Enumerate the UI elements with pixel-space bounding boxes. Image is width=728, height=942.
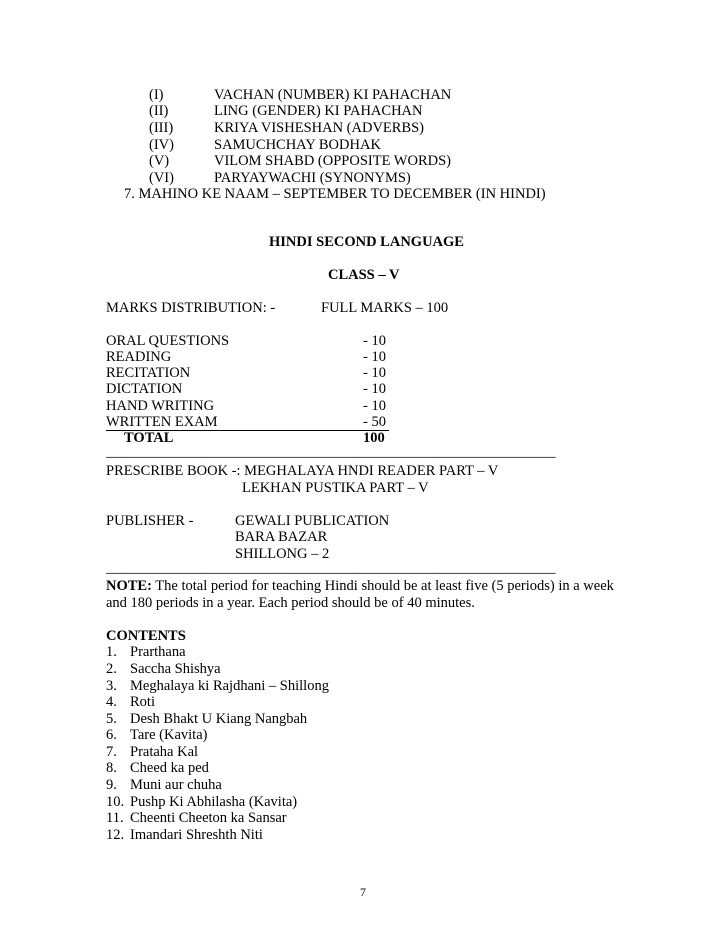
- note-line: and 180 periods in a year. Each period should be of 40 minutes.: [106, 595, 475, 611]
- list-item-text: Cheed ka ped: [130, 760, 209, 776]
- list-item-number: 3.: [106, 678, 117, 694]
- total-value: 100: [363, 430, 385, 446]
- sub-list-text: KRIYA VISHESHAN (ADVERBS): [214, 120, 425, 136]
- sub-list-numeral: (II): [149, 103, 169, 119]
- list-item-number: 6.: [106, 727, 117, 743]
- list-item-number: 9.: [106, 777, 117, 793]
- marks-item: RECITATION: [106, 365, 191, 381]
- marks-value: - 50: [363, 414, 386, 430]
- marks-item: WRITTEN EXAM: [106, 414, 218, 430]
- marks-item: ORAL QUESTIONS: [106, 333, 230, 349]
- separator-line: ______________________________________________________________: [106, 560, 556, 576]
- note-line: [106, 578, 614, 595]
- list-item: [106, 827, 263, 844]
- publisher-line: BARA BAZAR: [235, 529, 328, 545]
- list-item: [106, 694, 155, 711]
- list-item-number: 5.: [106, 711, 117, 727]
- list-item-text: Prarthana: [130, 644, 186, 660]
- list-item: [106, 678, 329, 695]
- list-item-text: Cheenti Cheeton ka Sansar: [130, 810, 287, 826]
- sub-list-text: PARYAYWACHI (SYNONYMS): [214, 170, 411, 186]
- sub-list-text: VILOM SHABD (OPPOSITE WORDS): [214, 153, 451, 169]
- list-item-text: Desh Bhakt U Kiang Nangbah: [130, 711, 308, 727]
- prescribe-book-line: PRESCRIBE BOOK -: MEGHALAYA HNDI READER PART – V: [106, 463, 499, 479]
- list-item-text: Imandari Shreshth Niti: [130, 827, 263, 843]
- list-item-number: 2.: [106, 661, 117, 677]
- list-item-text: Prataha Kal: [130, 744, 199, 760]
- marks-item: HAND WRITING: [106, 398, 215, 414]
- prescribe-book-line: LEKHAN PUSTIKA PART – V: [242, 480, 429, 496]
- full-marks-label: FULL MARKS – 100: [321, 300, 449, 316]
- sub-list-text: VACHAN (NUMBER) KI PAHACHAN: [214, 87, 452, 103]
- separator-line: ______________________________________________________________: [106, 444, 556, 460]
- list-item-number: 1.: [106, 644, 117, 660]
- list-item: [106, 760, 209, 777]
- list-item-text: Roti: [130, 694, 155, 710]
- list-item-text: Muni aur chuha: [130, 777, 222, 793]
- list-item: [106, 711, 307, 728]
- publisher-line: SHILLONG – 2: [235, 546, 330, 562]
- list-item: [106, 810, 287, 827]
- list-item-number: 11.: [106, 810, 124, 826]
- marks-value: - 10: [363, 398, 386, 414]
- page-heading: HINDI SECOND LANGUAGE: [269, 234, 464, 250]
- sub-list-text: LING (GENDER) KI PAHACHAN: [214, 103, 423, 119]
- contents-title: CONTENTS: [106, 628, 186, 644]
- list-item-text: Saccha Shishya: [130, 661, 221, 677]
- sub-list-text: SAMUCHCHAY BODHAK: [214, 137, 381, 153]
- list-item-text: Pushp Ki Abhilasha (Kavita): [130, 794, 298, 810]
- publisher-line: GEWALI PUBLICATION: [235, 513, 390, 529]
- marks-item: READING: [106, 349, 172, 365]
- page-number: 7: [360, 885, 366, 899]
- publisher-label: PUBLISHER -: [106, 513, 194, 529]
- note-text: The total period for teaching Hindi should be at least five (5 periods) in a week: [151, 578, 614, 594]
- item-seven: 7. MAHINO KE NAAM – SEPTEMBER TO DECEMBER (IN HINDI): [124, 186, 546, 202]
- marks-value: - 10: [363, 381, 386, 397]
- list-item: [106, 744, 198, 761]
- list-item-number: 7.: [106, 744, 117, 760]
- sub-list-numeral: (V): [149, 153, 170, 169]
- list-item-number: 4.: [106, 694, 117, 710]
- class-label: CLASS – V: [328, 267, 400, 283]
- list-item: [106, 644, 186, 661]
- list-item: [106, 661, 221, 678]
- list-item-number: 10.: [106, 794, 125, 810]
- marks-distribution-label: MARKS DISTRIBUTION: -: [106, 300, 276, 316]
- sub-list-numeral: (IV): [149, 137, 174, 153]
- list-item-text: Meghalaya ki Rajdhani – Shillong: [130, 678, 329, 694]
- marks-value: - 10: [363, 333, 386, 349]
- marks-value: - 10: [363, 349, 386, 365]
- list-item: [106, 777, 222, 794]
- marks-item: DICTATION: [106, 381, 183, 397]
- sub-list-numeral: (I): [149, 87, 164, 103]
- list-item-number: 12.: [106, 827, 125, 843]
- list-item: [106, 794, 297, 811]
- list-item-number: 8.: [106, 760, 117, 776]
- note-label: NOTE:: [106, 578, 152, 594]
- sub-list-numeral: (VI): [149, 170, 174, 186]
- total-label: TOTAL: [124, 430, 174, 446]
- list-item: [106, 727, 207, 744]
- sub-list-numeral: (III): [149, 120, 174, 136]
- list-item-text: Tare (Kavita): [130, 727, 208, 743]
- marks-value: - 10: [363, 365, 386, 381]
